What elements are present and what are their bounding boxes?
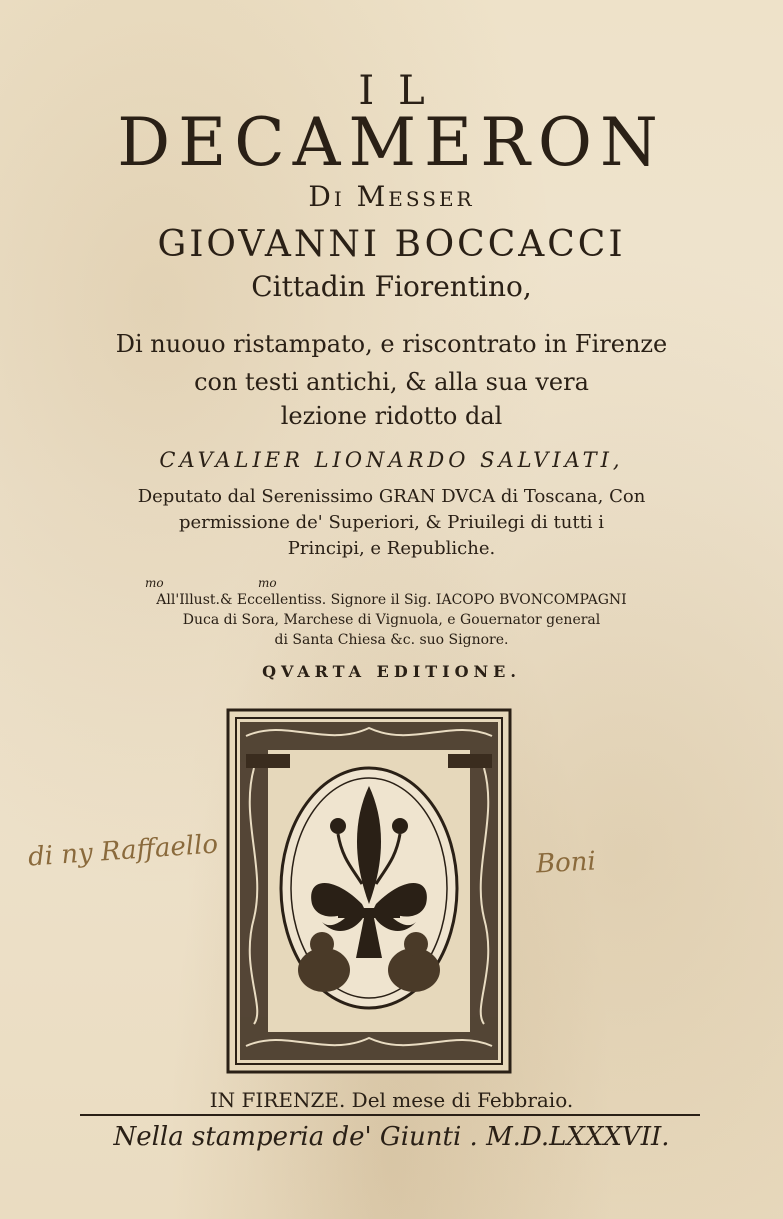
dedication-line-2: Duca di Sora, Marchese di Vignuola, e Gouernator general	[182, 612, 601, 628]
deputy-line-2: permissione de' Superiori, & Priuilegi di tutti i	[178, 512, 605, 533]
superscript-mo-2: mo	[258, 576, 277, 590]
superscript-mo-1: mo	[145, 576, 164, 590]
deputy-line-1: Deputato dal Serenissimo GRAN DVCA di Toscana, Con	[137, 486, 646, 507]
deputy-line-3: Principi, e Republiche.	[287, 538, 496, 559]
editor-name: CAVALIER LIONARDO SALVIATI,	[159, 448, 624, 472]
description-line-3: lezione ridotto dal	[280, 402, 503, 430]
imprint-printer-year: Nella stamperia de' Giunti . M.D.LXXXVII.	[113, 1122, 670, 1152]
dedication-line-1: All'Illust.& Eccellentiss. Signore il Sig. IACOPO BVONCOMPAGNI	[156, 592, 627, 608]
title-decameron: DECAMERON	[117, 104, 666, 181]
author-name: GIOVANNI BOCCACCI	[157, 224, 626, 265]
description-line-1: Di nuouo ristampato, e riscontrato in Firenze	[115, 330, 668, 358]
dedication-line-3: di Santa Chiesa &c. suo Signore.	[274, 632, 509, 648]
imprint-rule	[80, 1114, 700, 1116]
description-line-2: con testi antichi, & alla sua vera	[194, 368, 589, 396]
author-citizenship: Cittadin Fiorentino,	[251, 270, 532, 303]
handwritten-ownership-left: di ny Raffaello	[27, 829, 220, 873]
di-messer: Di Messer	[308, 180, 475, 213]
fleur-de-lis-printers-mark	[226, 708, 512, 1074]
title-il: IL	[358, 68, 449, 114]
edition-statement: QVARTA EDITIONE.	[262, 662, 521, 681]
imprint-place-date: IN FIRENZE. Del mese di Febbraio.	[209, 1088, 574, 1112]
handwritten-ownership-right: Boni	[535, 846, 597, 880]
